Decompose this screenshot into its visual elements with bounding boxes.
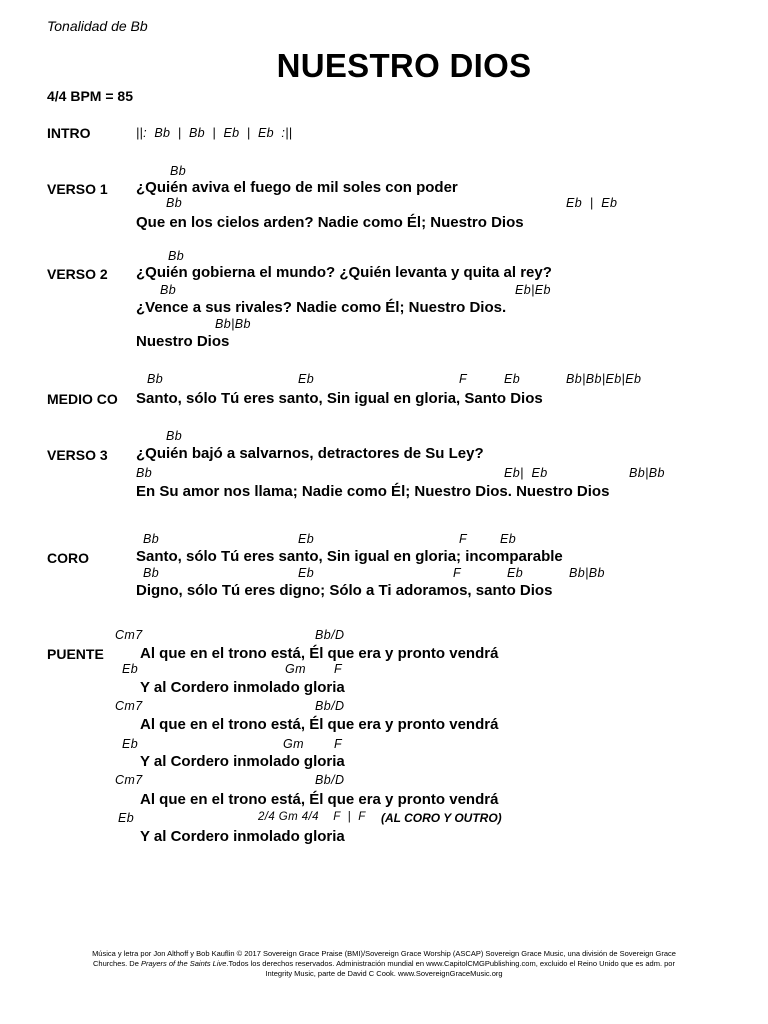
section-label-intro: INTRO (47, 125, 91, 141)
lyric-line: Y al Cordero inmolado gloria (140, 753, 345, 770)
chord: Cm7 (115, 773, 143, 787)
lyric-line: Y al Cordero inmolado gloria (140, 679, 345, 696)
chord: Cm7 (115, 628, 143, 642)
chord: Bb/D (315, 628, 345, 642)
chord: F (334, 737, 343, 751)
section-label-medio: MEDIO CO (47, 391, 118, 407)
section-label-verso1: VERSO 1 (47, 181, 108, 197)
section-label-verso3: VERSO 3 (47, 447, 108, 463)
chord: Eb (118, 811, 135, 825)
key-label: Tonalidad de Bb (47, 18, 148, 34)
lyric-line: ¿Vence a sus rivales? Nadie como Él; Nuestro Dios. (136, 299, 507, 316)
chord: Bb (166, 429, 183, 443)
lyric-line: En Su amor nos llama; Nadie como Él; Nuestro Dios. Nuestro Dios (136, 483, 610, 500)
chord-line: 2/4 Gm 4/4 F | F (258, 811, 366, 823)
chord: Bb/D (315, 699, 345, 713)
chord: Eb|Eb (515, 283, 551, 297)
lyric-line: Digno, sólo Tú eres digno; Sólo a Ti adoramos, santo Dios (136, 582, 553, 599)
chord: Bb (143, 566, 160, 580)
copyright-text-2: .Todos los derechos reservados. Administración mundial en www.CapitolCMGPublishing.com, excluido el Reino Unido que es adm. por Integrity Music, parte de David C Cook. www.SovereignGraceMusic.org (226, 959, 675, 978)
chord: Gm (285, 662, 306, 676)
tempo-label: 4/4 BPM = 85 (47, 88, 133, 104)
repeat-note: (AL CORO Y OUTRO) (381, 811, 502, 825)
chord: Gm (283, 737, 304, 751)
chord: Eb (298, 372, 315, 386)
lyric-line: ¿Quién gobierna el mundo? ¿Quién levanta y quita al rey? (136, 264, 552, 281)
chord: Eb (507, 566, 524, 580)
chord: Eb (122, 662, 139, 676)
chord: Bb (168, 249, 185, 263)
chord: Bb (166, 196, 183, 210)
chord: F (459, 372, 468, 386)
lyric-line: Santo, sólo Tú eres santo, Sin igual en gloria; incomparable (136, 548, 563, 565)
chord: Bb|Bb (569, 566, 605, 580)
chord: Bb (170, 164, 187, 178)
lyric-line: Al que en el trono está, Él que era y pronto vendrá (140, 791, 499, 808)
chord: Bb|Bb|Eb|Eb (566, 372, 642, 386)
chord: Cm7 (115, 699, 143, 713)
chord: F (453, 566, 462, 580)
chord: Eb | Eb (566, 196, 618, 210)
lyric-line: Al que en el trono está, Él que era y pronto vendrá (140, 716, 499, 733)
chord: Bb/D (315, 773, 345, 787)
chord: F (459, 532, 468, 546)
section-label-coro: CORO (47, 550, 89, 566)
section-label-puente: PUENTE (47, 646, 104, 662)
chord: Eb| Eb (504, 466, 548, 480)
chord: Bb (147, 372, 164, 386)
lyric-line: Nuestro Dios (136, 333, 230, 350)
lyric-line: Que en los cielos arden? Nadie como Él; Nuestro Dios (136, 214, 524, 231)
chord: Eb (122, 737, 139, 751)
chord: Eb (298, 566, 315, 580)
chord: Bb|Bb (215, 317, 251, 331)
lyric-line: ¿Quién aviva el fuego de mil soles con poder (136, 179, 458, 196)
lyric-line: ¿Quién bajó a salvarnos, detractores de Su Ley? (136, 445, 484, 462)
chord: Bb|Bb (629, 466, 665, 480)
section-label-verso2: VERSO 2 (47, 266, 108, 282)
intro-chords: ||: Bb | Bb | Eb | Eb :|| (136, 126, 293, 140)
chord: Eb (298, 532, 315, 546)
chord: Eb (500, 532, 517, 546)
song-title: NUESTRO DIOS (276, 47, 532, 84)
chord: Bb (160, 283, 177, 297)
lyric-line: Santo, sólo Tú eres santo, Sin igual en gloria, Santo Dios (136, 390, 543, 407)
copyright-text: Música y letra por Jon Althoff y Bob Kauflin © 2017 Sovereign Grace Praise (BMI)/Sovereign Grace Worship (ASCAP) Sovereign Grace Music, una división de Sovereign Grace Churches. De (92, 949, 676, 968)
lyric-line: Al que en el trono está, Él que era y pronto vendrá (140, 645, 499, 662)
chord: Eb (504, 372, 521, 386)
chord: Bb (143, 532, 160, 546)
chord: Bb (136, 466, 153, 480)
lyric-line: Y al Cordero inmolado gloria (140, 828, 345, 845)
chord: F (334, 662, 343, 676)
copyright-footer (80, 949, 688, 979)
album-title: Prayers of the Saints Live (140, 959, 227, 968)
